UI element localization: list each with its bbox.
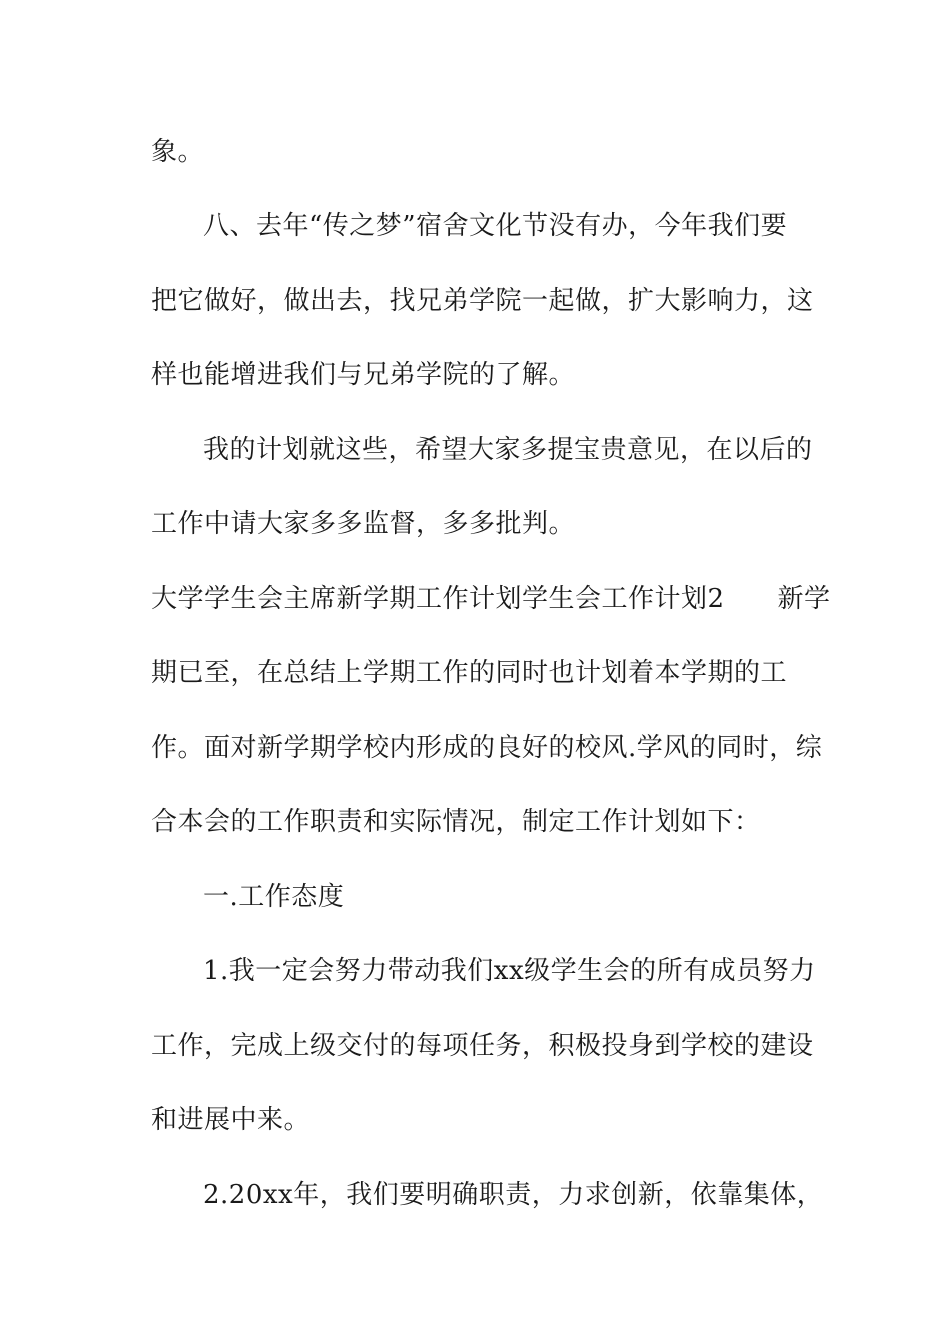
text-line: 把它做好，做出去，找兄弟学院一起做，扩大影响力，这 bbox=[151, 286, 814, 316]
text-line: 工作，完成上级交付的每项任务，积极投身到学校的建设 bbox=[151, 1031, 814, 1061]
text-line: 期已至，在总结上学期工作的同时也计划着本学期的工 bbox=[151, 658, 788, 688]
text-line: 1.我一定会努力带动我们xx级学生会的所有成员努力 bbox=[203, 956, 816, 986]
heading-line: 一.工作态度 bbox=[203, 882, 345, 912]
text-line: 八、去年“传之梦”宿舍文化节没有办，今年我们要 bbox=[203, 211, 788, 241]
section-title-line: 大学学生会主席新学期工作计划学生会工作计划2 新学 bbox=[151, 584, 831, 614]
text-line: 和进展中来。 bbox=[151, 1105, 311, 1135]
text-line: 象。 bbox=[151, 137, 205, 167]
text-line: 2.20xx年，我们要明确职责，力求创新，依靠集体， bbox=[203, 1180, 824, 1210]
text-line: 合本会的工作职责和实际情况，制定工作计划如下： bbox=[151, 807, 761, 837]
text-line: 样也能增进我们与兄弟学院的了解。 bbox=[151, 360, 576, 390]
text-line: 作。面对新学期学校内形成的良好的校风.学风的同时，综 bbox=[151, 733, 823, 763]
text-line: 工作中请大家多多监督，多多批判。 bbox=[151, 509, 576, 539]
text-line: 我的计划就这些，希望大家多提宝贵意见，在以后的 bbox=[203, 435, 813, 465]
